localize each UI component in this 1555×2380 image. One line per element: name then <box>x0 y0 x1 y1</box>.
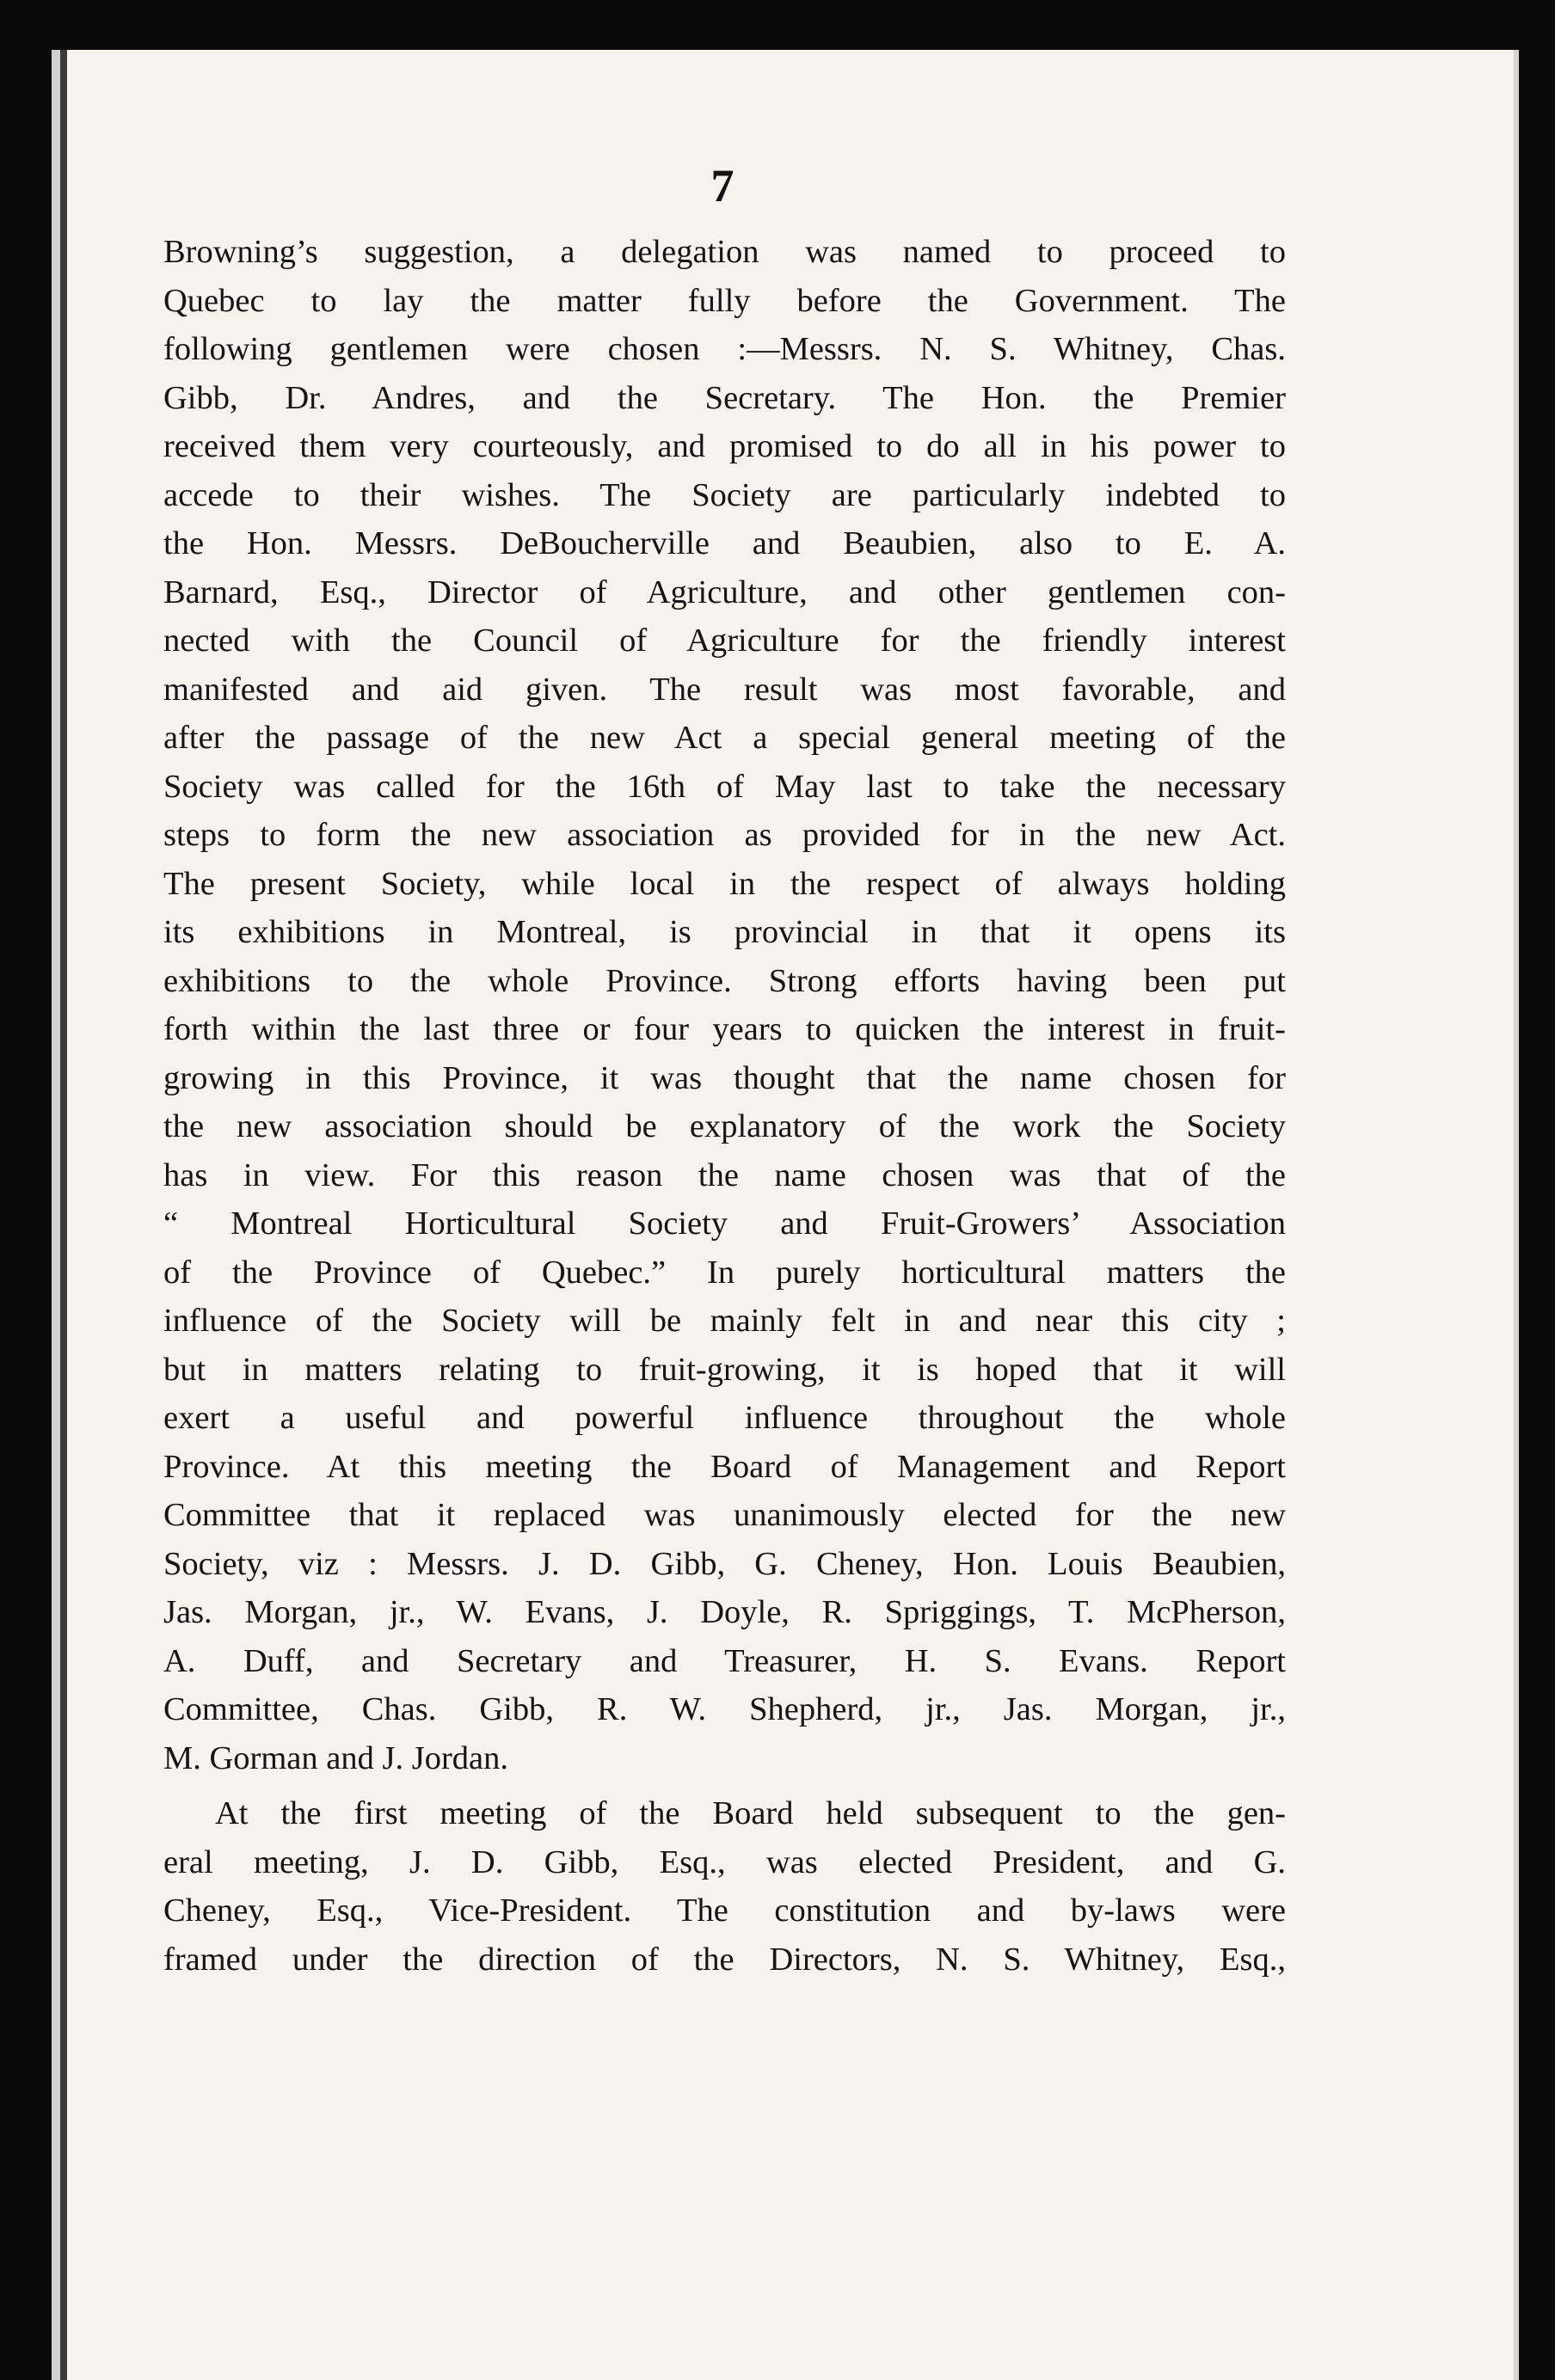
text-line: has in view. For this reason the name chosen was that of the <box>163 1156 1286 1193</box>
text-line: influence of the Society will be mainly felt in and near this city ; <box>163 1303 1286 1339</box>
text-line: but in matters relating to fruit-growing, it is hoped that it will <box>163 1351 1286 1388</box>
text-line: Province. At this meeting the Board of Management and Report <box>163 1448 1286 1485</box>
text-line: M. Gorman and J. Jordan. <box>163 1739 508 1776</box>
text-line: The present Society, while local in the respect of always holding <box>163 865 1286 902</box>
paragraph-gap <box>163 1782 1286 1789</box>
text-line: steps to form the new association as provided for in the new Act. <box>163 817 1286 853</box>
text-line: “ Montreal Horticultural Society and Fruit-Growers’ Association <box>163 1205 1286 1242</box>
text-line: manifested and aid given. The result was most favorable, and <box>163 671 1286 708</box>
text-line: exert a useful and powerful influence throughout the whole <box>163 1400 1286 1436</box>
text-line: eral meeting, J. D. Gibb, Esq., was elected President, and G. <box>163 1843 1286 1880</box>
text-line: Quebec to lay the matter fully before the Government. The <box>163 282 1286 319</box>
page-right-edge <box>1514 50 1519 2380</box>
text-line: Cheney, Esq., Vice-President. The constitution and by-laws were <box>163 1892 1286 1929</box>
text-line: Browning’s suggestion, a delegation was named to proceed to <box>163 234 1286 270</box>
binding-gutter-shade <box>52 50 60 2380</box>
text-line: Society was called for the 16th of May last to take the necessary <box>163 768 1286 805</box>
page-number: 7 <box>710 160 734 212</box>
text-line: Committee, Chas. Gibb, R. W. Shepherd, jr., Jas. Morgan, jr., <box>163 1691 1286 1727</box>
text-line: nected with the Council of Agriculture for the friendly interest <box>163 623 1286 659</box>
binding-gutter-edge <box>60 50 67 2380</box>
text-line: Committee that it replaced was unanimously elected for the new <box>163 1497 1286 1533</box>
body-text <box>163 228 1286 1984</box>
text-line: after the passage of the new Act a special general meeting of the <box>163 720 1286 756</box>
text-line: A. Duff, and Secretary and Treasurer, H. S. Evans. Report <box>163 1642 1286 1679</box>
text-line: framed under the direction of the Directors, N. S. Whitney, Esq., <box>163 1941 1286 1978</box>
text-line: growing in this Province, it was thought that the name chosen for <box>163 1059 1286 1096</box>
text-line: exhibitions to the whole Province. Strong efforts having been put <box>163 962 1286 999</box>
text-line: Gibb, Dr. Andres, and the Secretary. The Hon. the Premier <box>163 379 1286 416</box>
text-line: following gentlemen were chosen :—Messrs. N. S. Whitney, Chas. <box>163 331 1286 367</box>
text-line: forth within the last three or four years to quicken the interest in fruit- <box>163 1011 1286 1047</box>
paragraph-2 <box>163 1789 1286 1984</box>
text-line: its exhibitions in Montreal, is provincial in that it opens its <box>163 914 1286 950</box>
text-line: accede to their wishes. The Society are particularly indebted to <box>163 476 1286 513</box>
text-line: Jas. Morgan, jr., W. Evans, J. Doyle, R. Spriggings, T. McPherson, <box>163 1594 1286 1630</box>
text-line: Society, viz : Messrs. J. D. Gibb, G. Cheney, Hon. Louis Beaubien, <box>163 1545 1286 1582</box>
text-line: At the first meeting of the Board held subsequent to the gen- <box>215 1795 1286 1831</box>
text-line: Barnard, Esq., Director of Agriculture, and other gentlemen con- <box>163 574 1286 610</box>
text-line: the Hon. Messrs. DeBoucherville and Beaubien, also to E. A. <box>163 525 1286 561</box>
paragraph-1 <box>163 228 1286 1782</box>
text-line: received them very courteously, and promised to do all in his power to <box>163 428 1286 464</box>
text-line: the new association should be explanatory of the work the Society <box>163 1108 1286 1144</box>
text-line: of the Province of Quebec.” In purely horticultural matters the <box>163 1254 1286 1291</box>
